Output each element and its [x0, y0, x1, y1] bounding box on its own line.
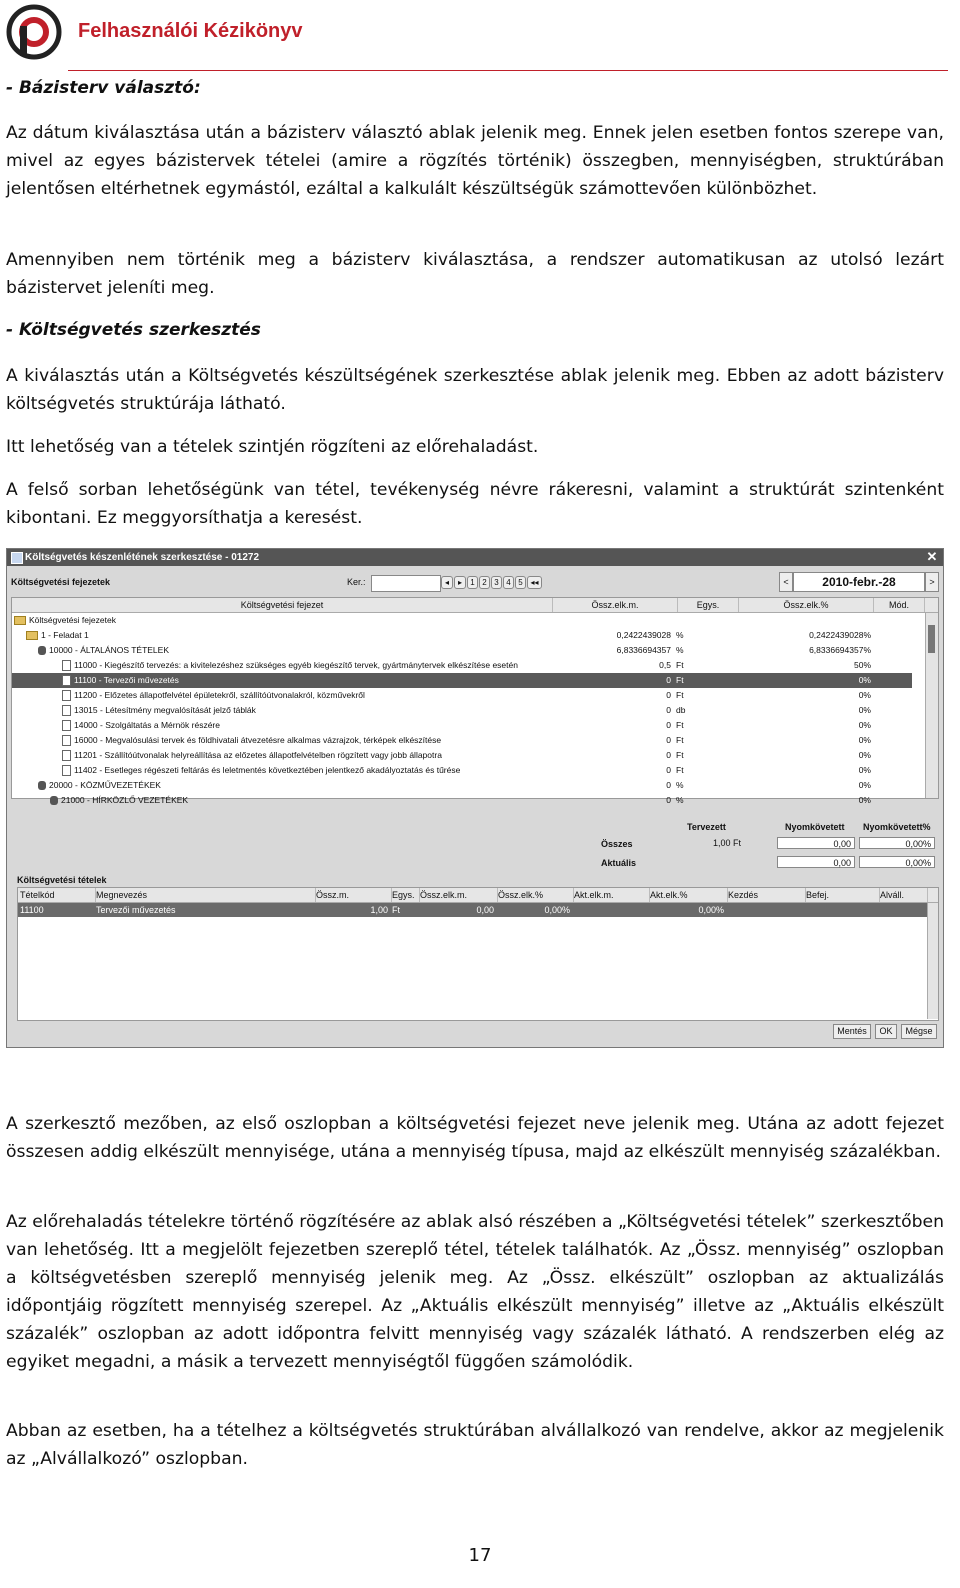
paragraph: Amennyiben nem történik meg a bázisterv kiválasztása, a rendszer automatikusan az utolsó lezárt bázistervet jeleníti meg. — [6, 250, 944, 298]
save-button[interactable]: Mentés — [833, 1024, 871, 1039]
database-icon — [50, 796, 58, 805]
budget-editor-window — [6, 548, 944, 1048]
col-chapter[interactable]: Költségvetési fejezet — [12, 598, 553, 612]
tree-row-label: 20000 - KÖZMŰVEZETÉKEK — [49, 780, 161, 790]
search-label: Ker.: — [347, 577, 366, 587]
paragraph: Az dátum kiválasztása után a bázisterv választó ablak jelenik meg. Ennek jelen esetben fontos szerepe van, mivel az egyes bázistervek tételei (amire a rögzítés történik) összegben, mennyiségben, struktúrában jelentősen eltérhetnek egymástól, ezáltal a kalkulált készültségük számottevően különbözhet. — [6, 123, 944, 199]
tree-row-name — [62, 733, 542, 748]
tree-row-label: Költségvetési fejezetek — [29, 615, 116, 625]
tree-row-name — [62, 703, 542, 718]
tree-row-label: 16000 - Megvalósulási tervek és földhivatali átvezetésre alkalmas vázrajzok, térképek elkészítése — [74, 735, 442, 745]
page-number: 17 — [468, 1545, 492, 1566]
tree-row-name — [62, 748, 542, 763]
items-col-header[interactable]: Alváll. — [878, 888, 928, 902]
window-app-icon — [11, 552, 23, 564]
document-icon — [62, 765, 71, 776]
tree-row[interactable] — [12, 643, 912, 658]
tree-row-name — [38, 643, 542, 658]
tree-row-name — [62, 688, 542, 703]
tree-row-name — [38, 778, 542, 793]
items-col-header[interactable]: Össz.elk.m. — [418, 888, 498, 902]
tree-row-done-pct: 0% — [858, 675, 871, 685]
tree-row-unit: % — [676, 645, 684, 655]
summary-total-planned: 1,00 Ft — [712, 838, 741, 848]
tree-row-label: 11100 - Tervezői művezetés — [74, 675, 179, 685]
tree-row[interactable] — [12, 718, 912, 733]
database-icon — [38, 646, 46, 655]
document-icon — [62, 675, 71, 686]
tree-row-done-qty: 0,2422439028 — [616, 630, 671, 640]
items-col-header[interactable]: Kezdés — [726, 888, 806, 902]
tree-row-done-pct: 0% — [858, 765, 871, 775]
tree-row[interactable] — [12, 628, 912, 643]
tree-row-name — [62, 718, 542, 733]
paragraph: A szerkesztő mezőben, az első oszlopban a költségvetési fejezet neve jelenik meg. Utána az adott fejezet összesen addig elkészült mennyisége, utána a mennyiség típusa, majd az elkészült mennyiség százalékban. — [6, 1114, 944, 1162]
tree-row-done-qty: 0,5 — [659, 660, 671, 670]
items-cell: 0,00% — [698, 905, 724, 915]
summary-total-tracked: 0,00 — [777, 837, 855, 849]
tree-row-done-pct: 0% — [858, 780, 871, 790]
folder-icon — [26, 631, 38, 640]
items-col-header[interactable]: Egys. — [390, 888, 420, 902]
paragraph: A felső sorban lehetőségünk van tétel, tevékenység névre rákeresni, valamint a struktúrát szintenként kibontani. Ez meggyorsíthatja a keresést. — [6, 480, 944, 528]
tree-row-unit: Ft — [676, 765, 684, 775]
tree-row-done-pct: 0% — [858, 690, 871, 700]
tree-row[interactable] — [12, 613, 912, 628]
window-titlebar — [7, 549, 943, 566]
level-button[interactable]: ▸ — [454, 576, 466, 589]
tree-row-label: 13015 - Létesítmény megvalósítását jelző táblák — [74, 705, 256, 715]
tree-row[interactable] — [12, 658, 912, 673]
col-done-pct[interactable]: Össz.elk.% — [739, 598, 874, 612]
summary-row-total: Összes — [601, 839, 633, 849]
col-mod[interactable]: Mód. — [874, 598, 925, 612]
tree-row-done-pct: 0% — [858, 735, 871, 745]
summary-col-planned: Tervezett — [687, 822, 726, 832]
tree-row-done-qty: 0 — [666, 720, 671, 730]
tree-row-unit: Ft — [676, 690, 684, 700]
tree-row-done-qty: 0 — [666, 780, 671, 790]
chapter-tree-panel — [11, 597, 939, 805]
tree-row-label: 14000 - Szolgáltatás a Mérnök részére — [74, 720, 220, 730]
items-scrollbar[interactable] — [927, 903, 938, 1019]
search-input[interactable] — [371, 575, 441, 592]
level-button[interactable]: 1 — [467, 576, 478, 589]
tree-row-label: 10000 - ÁLTALÁNOS TÉTELEK — [49, 645, 170, 655]
tree-row-done-pct: 0% — [858, 720, 871, 730]
paragraph: Itt lehetőség van a tételek szintjén rögzíteni az előrehaladást. — [6, 437, 539, 457]
tree-row[interactable] — [12, 793, 912, 808]
level-button[interactable]: 3 — [491, 576, 502, 589]
date-selector[interactable]: 2010-febr.-28 — [793, 572, 925, 592]
col-done-qty[interactable]: Össz.elk.m. — [553, 598, 678, 612]
database-icon — [38, 781, 46, 790]
items-col-header[interactable]: Akt.elk.% — [648, 888, 728, 902]
summary-col-tracked-pct: Nyomkövetett% — [863, 822, 931, 832]
section-heading-budget-edit: - Költségvetés szerkesztés — [6, 320, 261, 340]
tree-row[interactable] — [12, 703, 912, 718]
level-button[interactable]: ◂ — [441, 576, 453, 589]
summary-row-current: Aktuális — [601, 858, 637, 868]
tree-row-name — [62, 673, 542, 688]
items-header — [18, 888, 938, 903]
date-prev-button[interactable]: < — [779, 572, 793, 592]
items-col-header[interactable]: Megnevezés — [94, 888, 316, 902]
level-button[interactable]: ◂◂ — [527, 576, 542, 589]
tree-row-done-pct: 0% — [858, 750, 871, 760]
cancel-button[interactable]: Mégse — [901, 1024, 937, 1039]
tree-row[interactable] — [12, 673, 912, 688]
tree-row-label: 11000 - Kiegészítő tervezés: a kivitelezéshez szükséges egyéb kiegészítő tervek, gyártmánytervek elkészítése esetén — [74, 660, 518, 670]
tree-row-label: 21000 - HÍRKÖZLŐ VEZETÉKEK — [61, 795, 189, 805]
tree-row-unit: Ft — [676, 675, 684, 685]
tree-row-done-pct: 0,2422439028% — [809, 630, 871, 640]
col-unit[interactable]: Egys. — [678, 598, 739, 612]
tree-row-done-pct: 50% — [853, 660, 871, 670]
items-label: Költségvetési tételek — [17, 875, 107, 885]
close-icon[interactable]: ✕ — [926, 549, 938, 564]
level-button[interactable]: 2 — [479, 576, 490, 589]
section-heading-base-plan: - Bázisterv választó: — [6, 78, 201, 98]
chapters-label: Költségvetési fejezetek — [11, 577, 111, 587]
tree-row-unit: Ft — [676, 720, 684, 730]
tree-row-name — [62, 763, 542, 778]
tree-row[interactable] — [12, 748, 912, 763]
document-icon — [62, 690, 71, 701]
tree-row-name — [62, 658, 542, 673]
tree-row-unit: Ft — [676, 660, 684, 670]
summary-current-tracked-pct: 0,00% — [859, 856, 935, 868]
tree-row-label: 11200 - Előzetes állapotfelvétel épületekről, szállítóútvonalakról, közművekről — [74, 690, 365, 700]
tree-row-done-qty: 0 — [666, 690, 671, 700]
tree-row-done-qty: 0 — [666, 735, 671, 745]
ok-button[interactable]: OK — [875, 1024, 897, 1039]
items-col-header[interactable]: Akt.elk.m. — [572, 888, 650, 902]
tree-row-done-qty: 6,8336694357 — [616, 645, 671, 655]
tree-row-done-pct: 6,8336694357% — [809, 645, 871, 655]
tree-row[interactable] — [12, 733, 912, 748]
items-cell: 0,00% — [544, 905, 570, 915]
tree-row-unit: Ft — [676, 735, 684, 745]
tree-row-name — [50, 793, 542, 808]
tree-row-name — [26, 628, 542, 643]
tree-row-label: 11201 - Szállítóútvonalak helyreállítása az előzetes állapotfelvételben rögzített vagy jobb állapotra — [74, 750, 442, 760]
items-cell: Tervezői művezetés — [96, 905, 176, 915]
paragraph: A kiválasztás után a Költségvetés készültségének szerkesztése ablak jelenik meg. Ebben az adott bázisterv költségvetés struktúrája látható. — [6, 366, 944, 414]
items-col-header[interactable]: Befej. — [804, 888, 880, 902]
items-col-header[interactable]: Össz.elk.% — [496, 888, 574, 902]
document-icon — [62, 750, 71, 761]
tree-row-unit: % — [676, 795, 684, 805]
tree-row-label: 11402 - Esetleges régészeti feltárás és leletmentés következtében jelentkező akadályoztatás és tűrése — [74, 765, 461, 775]
summary-total-tracked-pct: 0,00% — [859, 837, 935, 849]
page-header — [0, 0, 960, 72]
summary-col-tracked: Nyomkövetett — [785, 822, 845, 832]
document-icon — [62, 720, 71, 731]
tree-header — [12, 598, 938, 613]
level-button[interactable]: 4 — [503, 576, 514, 589]
tree-row-done-pct: 0% — [858, 705, 871, 715]
paragraph: Az előrehaladás tételekre történő rögzítésére az ablak alsó részében a „Költségvetési tételek” szerkesztőben van lehetőség. Itt a megjelölt fejezetben szereplő tétel, tételek találhatók. Az „Össz. mennyiség” oszlopban a költségvetésben szereplő mennyiség jelenik meg. Az „Össz. elkészült” oszlopban az aktualizálás időpontjáig rögzített mennyiség szerepel. Az „Aktuális elkészült mennyiség” illetve az „Aktuális elkészült százalék” oszlopban az adott időpontra felvitt mennyiség vagy százalék látható. A rendszerben elég az egyiket megadni, a másik a tervezett mennyiségtől függően számolódik. — [6, 1212, 944, 1372]
tree-row[interactable] — [12, 763, 912, 778]
scrollbar-thumb[interactable] — [928, 625, 935, 653]
tree-row-done-qty: 0 — [666, 765, 671, 775]
document-icon — [62, 705, 71, 716]
items-cell: 0,00 — [476, 905, 494, 915]
tree-row-done-qty: 0 — [666, 675, 671, 685]
tree-row-unit: Ft — [676, 750, 684, 760]
tree-row-done-pct: 0% — [858, 795, 871, 805]
tree-row-unit: db — [676, 705, 686, 715]
tree-row-unit: % — [676, 630, 684, 640]
table-row[interactable] — [18, 903, 938, 917]
tree-row-done-qty: 0 — [666, 705, 671, 715]
summary-current-tracked: 0,00 — [777, 856, 855, 868]
paragraph: Abban az esetben, ha a tételhez a költségvetés struktúrában alvállalkozó van rendelve, akkor az megjelenik az „Alvállalkozó” oszlopban. — [6, 1421, 944, 1469]
items-col-header[interactable]: Tételkód — [18, 888, 96, 902]
items-cell: 11100 — [20, 905, 44, 915]
tree-scrollbar[interactable] — [925, 613, 938, 798]
tree-row-done-qty: 0 — [666, 750, 671, 760]
tree-row[interactable] — [12, 688, 912, 703]
items-cell: Ft — [392, 905, 400, 915]
items-col-header[interactable]: Össz.m. — [314, 888, 392, 902]
window-title: Költségvetés készenlétének szerkesztése - 01272 — [25, 552, 260, 563]
tree-row-unit: % — [676, 780, 684, 790]
document-icon — [62, 735, 71, 746]
tree-row-label: 1 - Feladat 1 — [41, 630, 89, 640]
folder-icon — [14, 616, 26, 625]
items-table — [17, 887, 939, 1021]
document-title: Felhasználói Kézikönyv — [78, 20, 303, 42]
tree-row-name — [14, 613, 542, 628]
company-logo-icon — [6, 4, 62, 60]
tree-row[interactable] — [12, 778, 912, 793]
items-cell: 1,00 — [370, 905, 388, 915]
date-next-button[interactable]: > — [925, 572, 939, 592]
header-divider — [68, 70, 948, 71]
level-button[interactable]: 5 — [515, 576, 526, 589]
document-icon — [62, 660, 71, 671]
tree-row-done-qty: 0 — [666, 795, 671, 805]
